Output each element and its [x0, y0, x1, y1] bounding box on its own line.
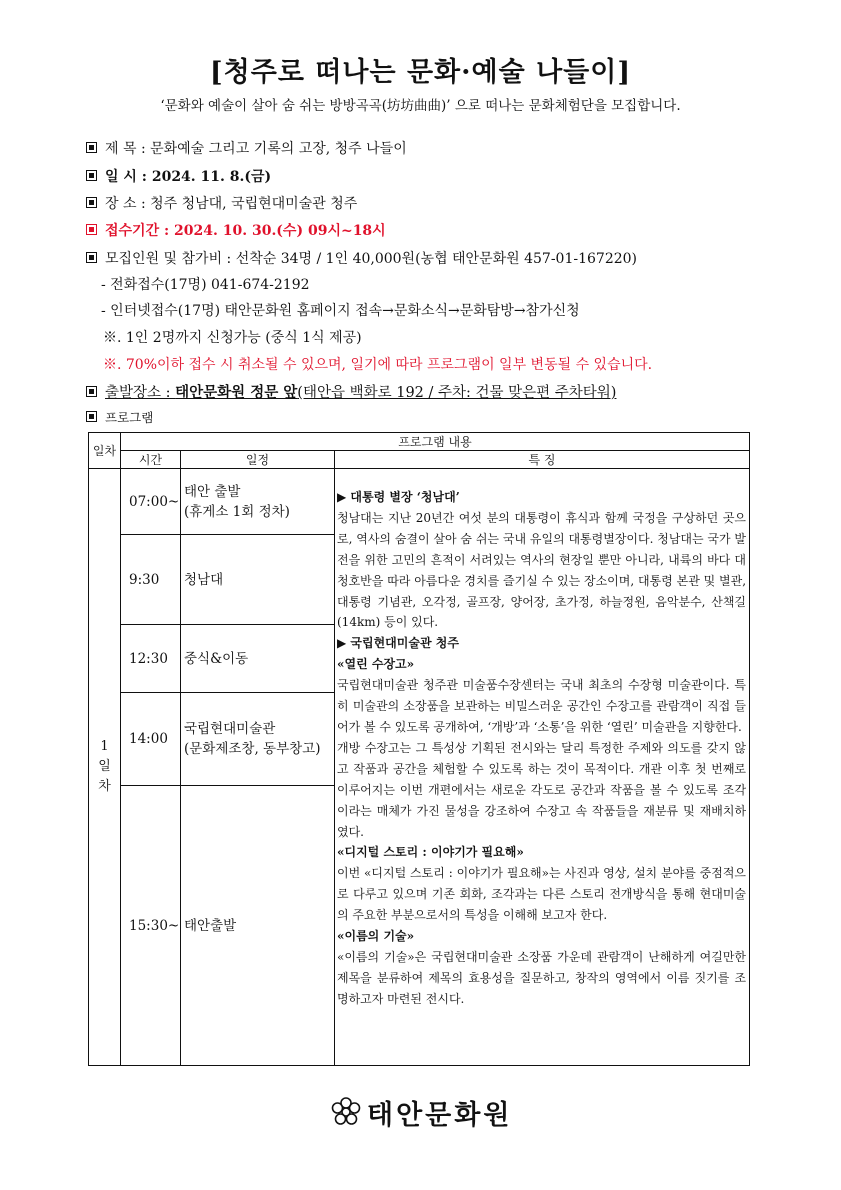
table-subheader-row	[89, 451, 750, 469]
schedule-cell	[181, 625, 335, 693]
departure-line	[105, 385, 616, 401]
info-departure	[86, 381, 616, 402]
schedule-line: 태안출발	[184, 917, 237, 934]
schedule-line: 국립현대미술관	[184, 721, 276, 737]
header-schedule: 일정	[181, 451, 335, 469]
period-text: 접수기간 : 2024. 10. 30.(수) 09시~18시	[105, 223, 386, 239]
schedule-line: 태안 출발	[184, 483, 241, 500]
time-cell: 07:00~	[121, 469, 181, 535]
date-text: 일 시 : 2024. 11. 8.(금)	[105, 169, 272, 185]
header-feature: 특 징	[335, 451, 750, 469]
organization-logo	[329, 1092, 512, 1132]
feature-paragraph: 이번 «디지털 스토리 : 이야기가 필요해»는 사진과 영상, 설치 분야를 중점적으로 다루고 있으며 기존 회화, 조각과는 다른 스토리 전개방식을 통해 현대미술의 주요한 부분으로서의 특성을 이해해 보고자 한다.	[337, 866, 747, 923]
flower-emblem-icon	[329, 1095, 363, 1129]
day-char: 일	[98, 759, 111, 774]
program-label: 프로그램	[105, 410, 154, 425]
page-title: [청주로 떠나는 문화·예술 나들이]	[209, 57, 632, 88]
feature-paragraph: «이름의 기술»은 국립현대미술관 소장품 가운데 관람객이 난해하게 여길만한 제목을 분류하여 제목의 효용성을 질문하고, 창작의 영역에서 이름 짓기를 조명하고자 마련된 전시다.	[337, 949, 747, 1006]
info-date	[86, 166, 271, 186]
bullet-square-icon	[86, 252, 97, 263]
schedule-line: 청남대	[184, 571, 224, 588]
header-day: 일차	[89, 433, 121, 469]
feature-paragraph: 개방 수장고는 그 특성상 기획된 전시와는 달리 특정한 주제와 의도를 갖지 않고 작품과 공간을 체험할 수 있도록 하는 것이 목적이다. 개관 이후 첫 번째로 이루어지는 이번 개편에서는 새로운 각도로 공간과 작품을 볼 수 있도록 조각이라는 매체가 가진 물성을 강조하여 수장고 속 작품들을 재분류 및 재배치하였다.	[337, 740, 747, 839]
logo-text: 태안문화원	[367, 1099, 513, 1131]
schedule-line: 중식&이동	[184, 650, 249, 667]
note-limit: ※. 1인 2명까지 신청가능 (중식 1식 제공)	[103, 330, 362, 346]
bullet-square-icon	[86, 142, 97, 153]
table-row	[89, 469, 750, 535]
day-char: 1	[100, 739, 109, 754]
feature-paragraph: 청남대는 지난 20년간 여섯 분의 대통령이 휴식과 함께 국정을 구상하던 곳으로, 역사의 숨결이 살아 숨 쉬는 국내 유일의 대통령별장이다. 청남대는 국가 발전을 위한 고민의 흔적이 서려있는 역사의 현장일 뿐만 아니라, 내륙의 바다 대청호반을 따라 아름다운 경치를 즐기실 수 있는 장소이며, 대통령 본관 및 별관, 대통령 기념관, 오각정, 골프장, 양어장, 초가정, 하늘정원, 음악분수, 산책길(14km) 등이 있다.	[337, 510, 747, 630]
table-header-row	[89, 433, 750, 451]
subject-text: 제 목 : 문화예술 그리고 기록의 고장, 청주 나들이	[105, 141, 407, 157]
bullet-square-icon	[86, 411, 97, 422]
internet-apply: - 인터넷접수(17명) 태안문화원 홈페이지 접속→문화소식→문화탐방→참가신청	[101, 303, 580, 319]
note-cancel: ※. 70%이하 접수 시 취소될 수 있으며, 일기에 따라 프로그램이 일부 변동될 수 있습니다.	[103, 357, 653, 373]
program-heading	[86, 408, 153, 426]
feature-heading: ▶ 대통령 별장 ‘청남대’	[337, 490, 460, 504]
bullet-square-icon	[86, 197, 97, 208]
info-place	[86, 193, 357, 213]
info-recruit	[86, 248, 637, 268]
time-cell: 14:00	[121, 693, 181, 786]
feature-heading: «디지털 스토리 : 이야기가 필요해»	[337, 845, 524, 860]
bullet-square-icon	[86, 386, 97, 397]
departure-address: (태안읍 백화로 192 / 주차: 건물 맞은편 주차타워)	[297, 385, 617, 401]
page-subtitle: ‘문화와 예술이 살아 숨 쉬는 방방곡곡(坊坊曲曲)’ 으로 떠나는 문화체험단을 모집합니다.	[160, 98, 681, 114]
schedule-line: (문화제조창, 동부창고)	[184, 741, 321, 757]
time-cell: 12:30	[121, 625, 181, 693]
feature-heading: «열린 수장고»	[337, 657, 415, 672]
info-subject	[86, 138, 407, 158]
bullet-square-icon	[86, 170, 97, 181]
place-text: 장 소 : 청주 청남대, 국립현대미술관 청주	[105, 196, 358, 212]
feature-heading: ▶ 국립현대미술관 청주	[337, 636, 459, 651]
day-char: 차	[98, 779, 111, 794]
day-cell	[89, 469, 121, 1066]
info-period	[86, 220, 386, 240]
feature-heading: «이름의 기술»	[337, 929, 415, 944]
program-table	[88, 432, 750, 1066]
phone-apply: - 전화접수(17명) 041-674-2192	[101, 277, 310, 293]
schedule-line: (휴게소 1회 정차)	[184, 503, 290, 520]
feature-cell	[335, 469, 750, 1066]
bullet-square-icon	[86, 224, 97, 235]
time-cell: 9:30	[121, 535, 181, 625]
schedule-cell	[181, 693, 335, 786]
schedule-cell	[181, 469, 335, 535]
departure-place: 태안문화원 정문 앞	[175, 384, 298, 401]
schedule-cell	[181, 535, 335, 625]
feature-paragraph: 국립현대미술관 청주관 미술품수장센터는 국내 최초의 수장형 미술관이다. 특히 미술관의 소장품을 보관하는 비밀스러운 공간인 수장고를 관람객이 직접 들어가 볼 수 있도록 공개하여, ‘개방’과 ‘소통’을 위한 ‘열린’ 미술관을 지향한다.	[337, 678, 747, 734]
header-time: 시간	[121, 451, 181, 469]
departure-label: 출발장소 :	[105, 385, 176, 401]
schedule-cell	[181, 786, 335, 1066]
header-content: 프로그램 내용	[121, 433, 750, 451]
recruit-text: 모집인원 및 참가비 : 선착순 34명 / 1인 40,000원(농협 태안문화원 457-01-167220)	[105, 251, 638, 267]
time-cell: 15:30~	[121, 786, 181, 1066]
